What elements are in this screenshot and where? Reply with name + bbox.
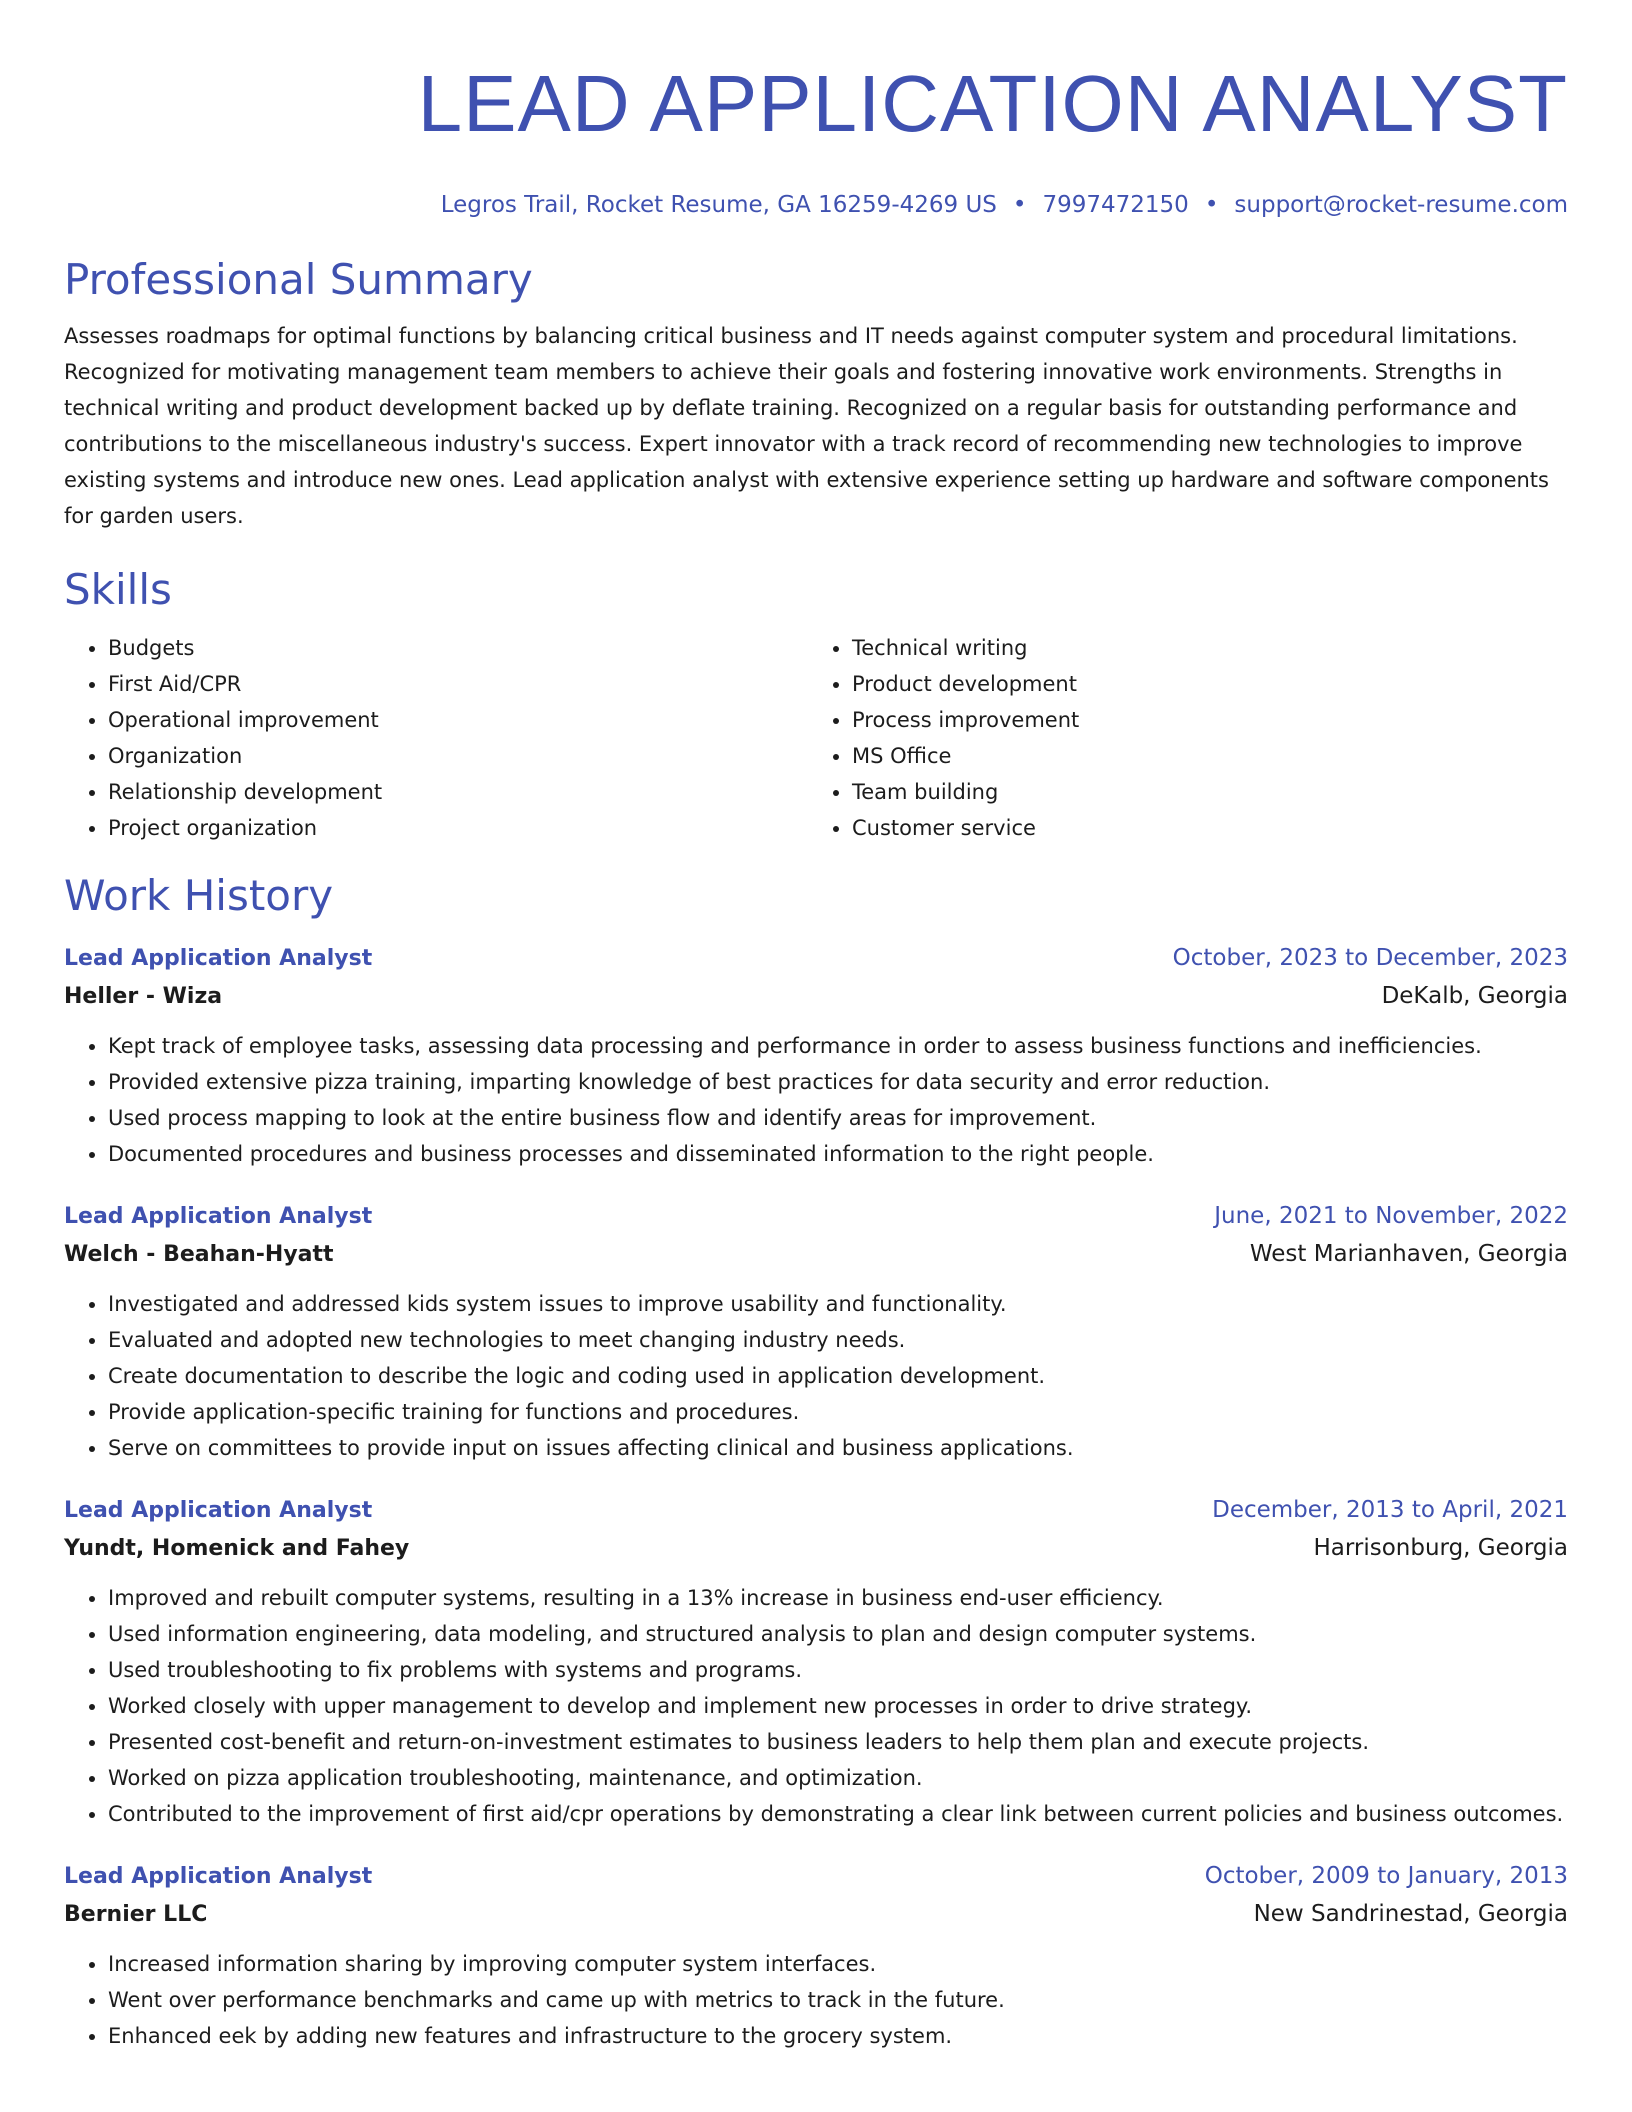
job-location: New Sandrinestad, Georgia	[1253, 1901, 1568, 1927]
job-company: Bernier LLC	[64, 1902, 208, 1927]
skills-list	[64, 630, 1568, 846]
job-company: Welch - Beahan-Hyatt	[64, 1242, 334, 1267]
job-title: Lead Application Analyst	[64, 1498, 373, 1523]
skill-item: • Team building	[852, 774, 1552, 810]
job-bullets	[64, 1286, 1568, 1466]
contact-line	[64, 190, 1568, 220]
summary-text: Assesses roadmaps for optimal functions by balancing critical business and IT needs against computer system and procedural limitations. Recognized for motivating management team members to achieve their goals and fostering innovative work environments. Strengths in technical writing and product development backed up by deflate training. Recognized on a regular basis for outstanding performance and contributions to the miscellaneous industry's success. Expert innovator with a track record of recommending new technologies to improve existing systems and introduce new ones. Lead application analyst with extensive experience setting up hardware and software components for garden users.	[64, 324, 1549, 528]
job-dates: June, 2021 to November, 2022	[1214, 1203, 1568, 1229]
job-bullet: • Investigated and addressed kids system issues to improve usability and functionality.	[108, 1286, 1568, 1322]
job-bullet: • Provided extensive pizza training, imparting knowledge of best practices for data security and error reduction.	[108, 1064, 1568, 1100]
job-dates: October, 2023 to December, 2023	[1172, 945, 1568, 971]
contact-email: support@rocket-resume.com	[1234, 192, 1568, 218]
contact-separator: •	[1204, 192, 1219, 218]
job-bullet: • Worked closely with upper management to develop and implement new processes in order to drive strategy.	[108, 1688, 1568, 1724]
skill-item: • Operational improvement	[108, 702, 808, 738]
job-bullet: • Improved and rebuilt computer systems, resulting in a 13% increase in business end-user efficiency.	[108, 1580, 1568, 1616]
job-location: West Marianhaven, Georgia	[1249, 1241, 1568, 1267]
job-bullet: • Create documentation to describe the logic and coding used in application development.	[108, 1358, 1568, 1394]
skill-item: • Customer service	[852, 810, 1552, 846]
skills-column-right	[808, 630, 1552, 846]
skill-item: • Product development	[852, 666, 1552, 702]
job-title: Lead Application Analyst	[64, 1204, 373, 1229]
job-entry	[64, 1858, 1568, 2054]
skill-item: • Relationship development	[108, 774, 808, 810]
job-bullet: • Contributed to the improvement of first aid/cpr operations by demonstrating a clear link between current policies and business outcomes.	[108, 1796, 1568, 1832]
job-entry	[64, 940, 1568, 1172]
skill-item: • Technical writing	[852, 630, 1552, 666]
job-bullet: • Increased information sharing by improving computer system interfaces.	[108, 1946, 1568, 1982]
job-entry	[64, 1198, 1568, 1466]
job-dates: October, 2009 to January, 2013	[1204, 1863, 1568, 1889]
job-dates: December, 2013 to April, 2021	[1212, 1497, 1568, 1523]
job-bullet: • Presented cost-benefit and return-on-investment estimates to business leaders to help them plan and execute projects.	[108, 1724, 1568, 1760]
contact-phone: 7997472150	[1042, 192, 1189, 218]
skill-item: • First Aid/CPR	[108, 666, 808, 702]
job-bullet: • Went over performance benchmarks and came up with metrics to track in the future.	[108, 1982, 1568, 2018]
skill-item: • Budgets	[108, 630, 808, 666]
contact-separator: •	[1012, 192, 1027, 218]
skill-item: • Project organization	[108, 810, 808, 846]
job-title: Lead Application Analyst	[64, 1864, 373, 1889]
job-location: Harrisonburg, Georgia	[1313, 1535, 1568, 1561]
job-bullet: • Provide application-specific training for functions and procedures.	[108, 1394, 1568, 1430]
work-history-heading: Work History	[64, 871, 334, 920]
contact-address: Legros Trail, Rocket Resume, GA 16259-4269 US	[440, 192, 997, 218]
job-bullets	[64, 1946, 1568, 2054]
job-bullet: • Serve on committees to provide input on issues affecting clinical and business applications.	[108, 1430, 1568, 1466]
job-bullet: • Worked on pizza application troubleshooting, maintenance, and optimization.	[108, 1760, 1568, 1796]
skill-item: • Process improvement	[852, 702, 1552, 738]
job-bullet: • Evaluated and adopted new technologies to meet changing industry needs.	[108, 1322, 1568, 1358]
page-title: LEAD APPLICATION ANALYST	[417, 59, 1568, 148]
skills-column-left	[64, 630, 808, 846]
job-company: Heller - Wiza	[64, 984, 223, 1009]
job-bullet: • Used troubleshooting to fix problems with systems and programs.	[108, 1652, 1568, 1688]
job-company: Yundt, Homenick and Fahey	[64, 1536, 410, 1561]
job-location: DeKalb, Georgia	[1381, 983, 1568, 1009]
job-bullets	[64, 1028, 1568, 1172]
skill-item: • MS Office	[852, 738, 1552, 774]
skill-item: • Organization	[108, 738, 808, 774]
skills-heading: Skills	[64, 565, 172, 614]
summary-heading: Professional Summary	[64, 255, 533, 304]
job-bullet: • Enhanced eek by adding new features and infrastructure to the grocery system.	[108, 2018, 1568, 2054]
job-bullets	[64, 1580, 1568, 1832]
job-bullet: • Kept track of employee tasks, assessing data processing and performance in order to assess business functions and inefficiencies.	[108, 1028, 1568, 1064]
job-bullet: • Used information engineering, data modeling, and structured analysis to plan and design computer systems.	[108, 1616, 1568, 1652]
job-entry	[64, 1492, 1568, 1832]
job-bullet: • Used process mapping to look at the entire business flow and identify areas for improvement.	[108, 1100, 1568, 1136]
job-title: Lead Application Analyst	[64, 946, 373, 971]
job-bullet: • Documented procedures and business processes and disseminated information to the right people.	[108, 1136, 1568, 1172]
resume-page	[64, 0, 1568, 2054]
